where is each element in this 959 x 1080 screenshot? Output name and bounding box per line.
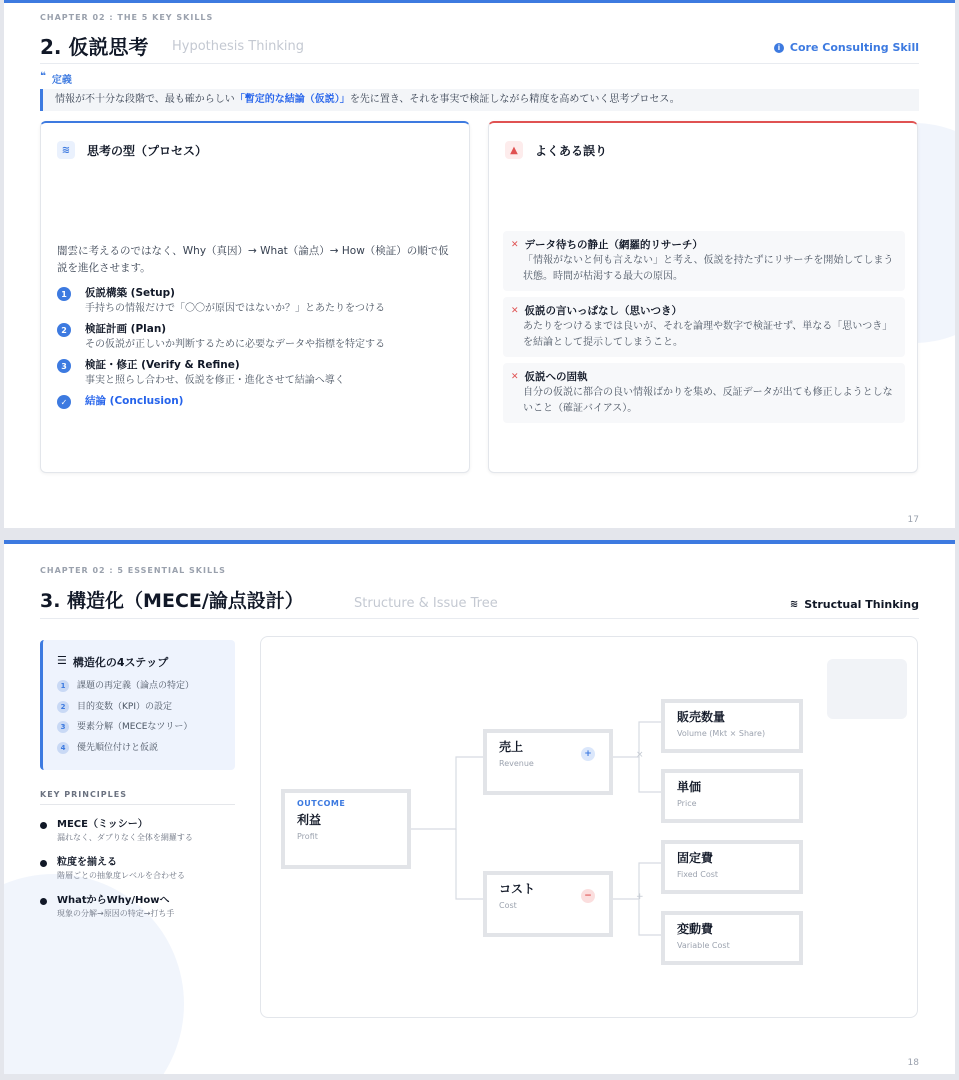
node-label: 単価 bbox=[677, 780, 702, 794]
multiply-operator: × bbox=[636, 750, 644, 760]
page-title: 2. 仮説思考 bbox=[40, 35, 149, 59]
node-label: 変動費 bbox=[677, 922, 714, 936]
definition-label bbox=[40, 71, 72, 86]
step-number: 1 bbox=[57, 287, 71, 301]
principle-item bbox=[40, 856, 240, 882]
slide-structuring bbox=[4, 540, 955, 1074]
pitfall-description: 自分の仮説に都合の良い情報ばかりを集め、反証データが出ても修正しようとしないこと（確証バイアス）。 bbox=[523, 387, 893, 414]
definition-text bbox=[40, 89, 919, 111]
info-icon: i bbox=[774, 43, 784, 53]
pitfall-item bbox=[503, 363, 905, 423]
definition-highlight: 「暫定的な結論（仮説）」 bbox=[234, 94, 350, 105]
tree-node-price bbox=[661, 769, 803, 823]
steps-box-item bbox=[57, 676, 235, 697]
node-sublabel: Profit bbox=[297, 832, 318, 841]
step-number: 3 bbox=[57, 359, 71, 373]
connector-line bbox=[411, 757, 486, 829]
skill-tag bbox=[790, 598, 919, 611]
step-description: 手持ちの情報だけで「〇〇が原因ではないか？」とあたりをつける bbox=[85, 303, 385, 314]
node-label: 販売数量 bbox=[677, 710, 726, 724]
node-kicker: OUTCOME bbox=[297, 799, 346, 808]
step-number: 2 bbox=[57, 323, 71, 337]
step-number: 3 bbox=[57, 721, 69, 733]
layers-icon: ≋ bbox=[57, 141, 75, 159]
principle-description: 階層ごとの抽象度レベルを合わせる bbox=[57, 871, 185, 880]
connector-line bbox=[456, 829, 486, 899]
list-icon: ☰ bbox=[57, 654, 67, 667]
step-number: 1 bbox=[57, 680, 69, 692]
step-number: 2 bbox=[57, 701, 69, 713]
cross-icon: ✕ bbox=[511, 306, 519, 316]
pitfall-description: あたりをつけるまでは良いが、それを論理や数字で検証せず、単なる「思いつき」を結論として提示してしまうこと。 bbox=[523, 321, 893, 348]
process-card bbox=[40, 121, 470, 473]
node-sublabel: Cost bbox=[499, 901, 517, 910]
process-card-header bbox=[57, 141, 207, 159]
step-description: 事実と照らし合わせ、仮説を修正・進化させて結論へ導く bbox=[85, 375, 345, 386]
skill-tag-label: Core Consulting Skill bbox=[789, 41, 919, 54]
step-title: 仮説構築 (Setup) bbox=[85, 287, 175, 299]
step-label: 要素分解（MECEなツリー） bbox=[77, 722, 193, 732]
node-sublabel: Variable Cost bbox=[677, 941, 730, 950]
pitfall-item bbox=[503, 231, 905, 291]
node-label: 利益 bbox=[297, 813, 322, 827]
tree-node-revenue bbox=[483, 729, 613, 795]
node-label: 固定費 bbox=[677, 851, 714, 865]
pitfalls-heading: よくある誤り bbox=[535, 143, 608, 158]
chapter-label: CHAPTER 02 : THE 5 KEY SKILLS bbox=[40, 13, 214, 22]
page-subtitle: Hypothesis Thinking bbox=[172, 39, 304, 54]
process-step bbox=[57, 285, 467, 316]
steps-box-title bbox=[57, 654, 235, 670]
steps-box-item bbox=[57, 697, 235, 718]
steps-box-title-text: 構造化の4ステップ bbox=[72, 656, 169, 669]
tree-node-cost bbox=[483, 871, 613, 937]
warning-icon: ▲ bbox=[505, 141, 523, 159]
page-subtitle: Structure & Issue Tree bbox=[354, 596, 498, 611]
definition-label-text: 定義 bbox=[51, 75, 72, 86]
watermark-icon bbox=[827, 659, 907, 719]
title-divider bbox=[40, 618, 919, 619]
pitfall-title: 仮説への固執 bbox=[524, 371, 588, 383]
pitfalls-card bbox=[488, 121, 918, 473]
cross-icon: ✕ bbox=[511, 372, 519, 382]
node-sublabel: Revenue bbox=[499, 759, 534, 768]
skill-tag-label: Structual Thinking bbox=[804, 598, 919, 611]
plus-icon: + bbox=[581, 747, 595, 761]
principle-item bbox=[40, 894, 240, 920]
cross-icon: ✕ bbox=[511, 240, 519, 250]
step-title: 結論 (Conclusion) bbox=[85, 395, 184, 407]
key-principles-list bbox=[40, 818, 240, 932]
tree-node-variable-cost bbox=[661, 911, 803, 965]
node-sublabel: Fixed Cost bbox=[677, 870, 719, 879]
page-number: 18 bbox=[907, 1058, 919, 1068]
structuring-steps-box bbox=[40, 640, 235, 770]
key-principles-divider bbox=[40, 804, 235, 805]
principle-title: MECE（ミッシー） bbox=[57, 819, 148, 830]
pitfalls-list bbox=[503, 231, 905, 429]
pitfall-title: 仮説の言いっぱなし（思いつき） bbox=[524, 305, 683, 317]
step-description: その仮説が正しいか判断するために必要なデータや指標を特定する bbox=[85, 339, 385, 350]
skill-tag bbox=[774, 41, 919, 54]
steps-box-item bbox=[57, 717, 235, 738]
steps-box-item bbox=[57, 738, 235, 759]
process-heading: 思考の型（プロセス） bbox=[87, 143, 208, 158]
process-step bbox=[57, 357, 467, 388]
pitfall-title: データ待ちの静止（網羅的リサーチ） bbox=[524, 239, 703, 251]
process-step-conclusion bbox=[57, 393, 467, 409]
tree-node-fixed-cost bbox=[661, 840, 803, 894]
definition-text-after: を先に置き、それを事実で検証しながら精度を高めていく思考プロセス。 bbox=[349, 94, 680, 105]
step-label: 目的変数（KPI）の設定 bbox=[77, 701, 172, 712]
principle-title: 粒度を揃える bbox=[57, 857, 117, 868]
bullet-icon bbox=[40, 898, 47, 905]
bullet-icon bbox=[40, 860, 47, 867]
tree-node-volume bbox=[661, 699, 803, 753]
step-label: 優先順位付けと仮説 bbox=[77, 742, 159, 753]
pitfall-description: 「情報がないと何も言えない」と考え、仮説を持たずにリサーチを開始してしまう状態。時間が枯渇する最大の原因。 bbox=[523, 255, 894, 282]
issue-tree-panel bbox=[260, 636, 918, 1018]
principle-description: 現象の分解→原因の特定→打ち手 bbox=[57, 909, 175, 918]
add-operator: + bbox=[636, 892, 644, 902]
process-step bbox=[57, 321, 467, 352]
node-sublabel: Price bbox=[677, 799, 697, 808]
minus-icon: − bbox=[581, 889, 595, 903]
principle-description: 漏れなく、ダブりなく全体を網羅する bbox=[57, 833, 193, 842]
step-title: 検証計画 (Plan) bbox=[85, 323, 167, 335]
node-label: コスト bbox=[499, 882, 536, 896]
step-title: 検証・修正 (Verify & Refine) bbox=[85, 359, 240, 371]
principle-item bbox=[40, 818, 240, 844]
page-number: 17 bbox=[907, 515, 919, 525]
slide-hypothesis-thinking bbox=[4, 0, 955, 528]
layers-icon: ≋ bbox=[789, 599, 799, 610]
page-title: 3. 構造化（MECE/論点設計） bbox=[40, 590, 304, 612]
process-intro: 闇雲に考えるのではなく、Why（真因）→ What（論点）→ How（検証）の順で仮説を進化させます。 bbox=[57, 245, 449, 274]
node-label: 売上 bbox=[499, 740, 524, 754]
node-sublabel: Volume (Mkt × Share) bbox=[677, 729, 766, 738]
quote-icon: ❝ bbox=[40, 71, 46, 82]
definition-text-before: 情報が不十分な段階で、最も確からしい bbox=[55, 94, 235, 105]
pitfalls-card-header bbox=[505, 141, 607, 159]
pitfall-item bbox=[503, 297, 905, 357]
title-divider bbox=[40, 63, 919, 64]
key-principles-label: KEY PRINCIPLES bbox=[40, 790, 127, 799]
check-icon: ✓ bbox=[57, 395, 71, 409]
bullet-icon bbox=[40, 822, 47, 829]
chapter-label: CHAPTER 02 : 5 ESSENTIAL SKILLS bbox=[40, 566, 226, 575]
step-number: 4 bbox=[57, 742, 69, 754]
step-label: 課題の再定義（論点の特定） bbox=[77, 681, 195, 691]
principle-title: WhatからWhy/Howへ bbox=[57, 895, 170, 906]
tree-node-profit bbox=[281, 789, 411, 869]
process-steps bbox=[57, 285, 467, 414]
